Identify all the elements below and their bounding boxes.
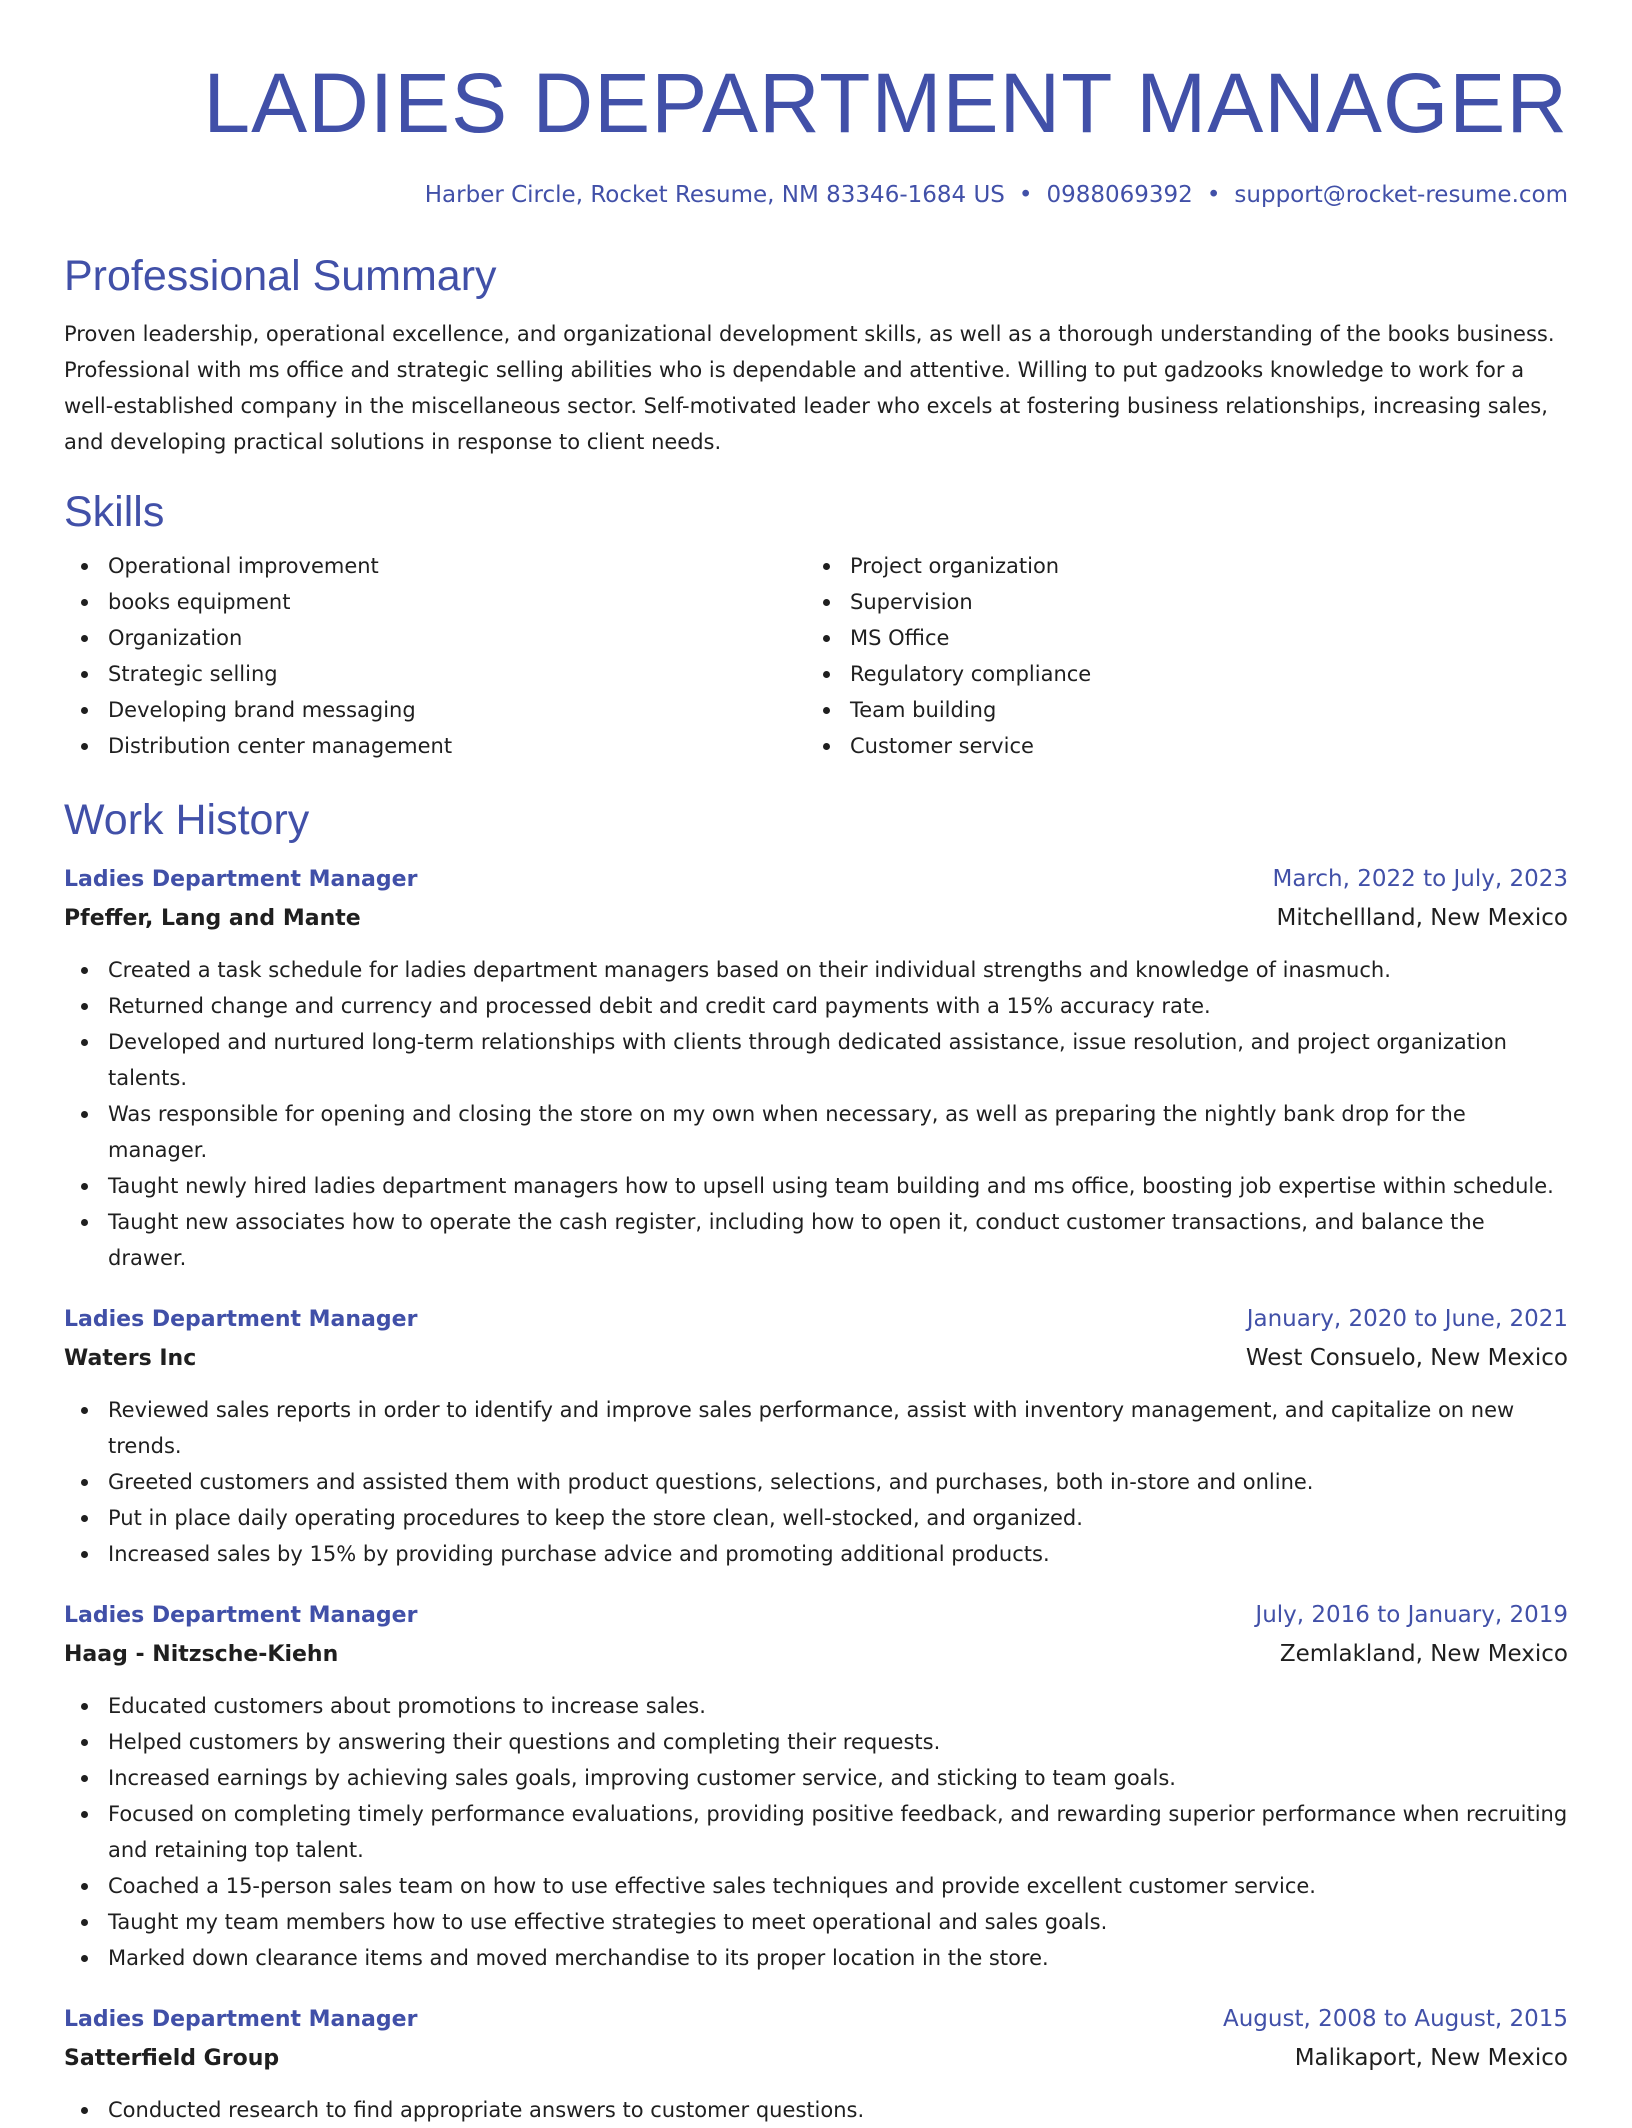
job-location: Mitchellland, New Mexico	[1276, 905, 1568, 931]
job-duty: Reviewed sales reports in order to identify and improve sales performance, assist with inventory management, and capitalize on new trends.	[64, 1392, 1568, 1464]
job-duty: Taught newly hired ladies department managers how to upsell using team building and ms office, boosting job expertise within schedule.	[64, 1168, 1568, 1204]
skills-column-right	[806, 548, 1406, 764]
job-company: Haag - Nitzsche-Kiehn	[64, 1642, 339, 1667]
job-entry	[64, 2000, 1568, 2128]
job-header	[64, 2000, 1568, 2039]
job-duties	[64, 952, 1568, 1276]
job-duty: Conducted research to find appropriate answers to customer questions.	[64, 2092, 1568, 2128]
job-entry	[64, 860, 1568, 1276]
job-role: Ladies Department Manager	[64, 2007, 418, 2032]
job-company: Satterfield Group	[64, 2046, 280, 2071]
skill-item: Strategic selling	[64, 656, 806, 692]
job-dates: July, 2016 to January, 2019	[1255, 1602, 1568, 1628]
job-duty: Increased earnings by achieving sales goals, improving customer service, and sticking to team goals.	[64, 1760, 1568, 1796]
job-subheader	[64, 2039, 1568, 2078]
job-dates: August, 2008 to August, 2015	[1223, 2006, 1568, 2032]
work-history-heading: Work History	[64, 796, 310, 844]
job-duty: Marked down clearance items and moved merchandise to its proper location in the store.	[64, 1940, 1568, 1976]
job-duty: Created a task schedule for ladies department managers based on their individual strengths and knowledge of inasmuch.	[64, 952, 1568, 988]
job-duty: Put in place daily operating procedures to keep the store clean, well-stocked, and organized.	[64, 1500, 1568, 1536]
contact-separator: •	[1206, 182, 1221, 208]
skill-item: Organization	[64, 620, 806, 656]
job-duty: Coached a 15-person sales team on how to use effective sales techniques and provide excellent customer service.	[64, 1868, 1568, 1904]
contact-address: Harber Circle, Rocket Resume, NM 83346-1684 US	[424, 182, 1005, 208]
skills-heading: Skills	[64, 488, 165, 536]
job-role: Ladies Department Manager	[64, 1603, 418, 1628]
job-location: Zemlakland, New Mexico	[1279, 1641, 1568, 1667]
skill-item: books equipment	[64, 584, 806, 620]
job-duty: Educated customers about promotions to increase sales.	[64, 1688, 1568, 1724]
skills-list	[64, 548, 1568, 764]
job-duty: Developed and nurtured long-term relationships with clients through dedicated assistance, issue resolution, and project organization talents.	[64, 1024, 1568, 1096]
job-company: Pfeffer, Lang and Mante	[64, 906, 361, 931]
skill-item: Supervision	[806, 584, 1406, 620]
job-duty: Increased sales by 15% by providing purchase advice and promoting additional products.	[64, 1536, 1568, 1572]
skill-item: Customer service	[806, 728, 1406, 764]
job-duty: Taught my team members how to use effective strategies to meet operational and sales goals.	[64, 1904, 1568, 1940]
skill-item: Operational improvement	[64, 548, 806, 584]
job-subheader	[64, 899, 1568, 938]
job-duties	[64, 2092, 1568, 2128]
job-entry	[64, 1596, 1568, 1976]
job-location: West Consuelo, New Mexico	[1245, 1345, 1568, 1371]
job-duty: Focused on completing timely performance evaluations, providing positive feedback, and rewarding superior performance when recruiting and retaining top talent.	[64, 1796, 1568, 1868]
job-duty: Was responsible for opening and closing the store on my own when necessary, as well as preparing the nightly bank drop for the manager.	[64, 1096, 1568, 1168]
contact-email: support@rocket-resume.com	[1234, 182, 1568, 208]
job-company: Waters Inc	[64, 1346, 197, 1371]
skill-item: Developing brand messaging	[64, 692, 806, 728]
job-duty: Taught new associates how to operate the cash register, including how to open it, conduct customer transactions, and balance the drawer.	[64, 1204, 1568, 1276]
job-dates: March, 2022 to July, 2023	[1272, 866, 1568, 892]
job-entry	[64, 1300, 1568, 1572]
job-subheader	[64, 1635, 1568, 1674]
contact-separator: •	[1018, 182, 1033, 208]
skill-item: Distribution center management	[64, 728, 806, 764]
job-role: Ladies Department Manager	[64, 1307, 418, 1332]
job-duty: Greeted customers and assisted them with product questions, selections, and purchases, both in-store and online.	[64, 1464, 1568, 1500]
skill-item: Project organization	[806, 548, 1406, 584]
job-header	[64, 1596, 1568, 1635]
job-header	[64, 860, 1568, 899]
contact-phone: 0988069392	[1046, 182, 1193, 208]
skills-column-left	[64, 548, 806, 764]
job-duties	[64, 1392, 1568, 1572]
candidate-name: LADIES DEPARTMENT MANAGER	[203, 56, 1568, 150]
contact-line	[64, 178, 1568, 212]
job-dates: January, 2020 to June, 2021	[1246, 1306, 1568, 1332]
job-header	[64, 1300, 1568, 1339]
job-duty: Helped customers by answering their questions and completing their requests.	[64, 1724, 1568, 1760]
job-duty: Returned change and currency and processed debit and credit card payments with a 15% accuracy rate.	[64, 988, 1568, 1024]
job-duties	[64, 1688, 1568, 1976]
job-location: Malikaport, New Mexico	[1294, 2045, 1568, 2071]
summary-heading: Professional Summary	[64, 252, 497, 300]
summary-text: Proven leadership, operational excellence, and organizational development skills, as well as a thorough understanding of the books business. Professional with ms office and strategic selling abilities who is dependable and attentive. Willing to put gadzooks knowledge to work for a well-established company in the miscellaneous sector. Self-motivated leader who excels at fostering business relationships, increasing sales, and developing practical solutions in response to client needs.	[64, 322, 1555, 454]
skill-item: Regulatory compliance	[806, 656, 1406, 692]
skill-item: MS Office	[806, 620, 1406, 656]
job-subheader	[64, 1339, 1568, 1378]
skill-item: Team building	[806, 692, 1406, 728]
job-role: Ladies Department Manager	[64, 867, 418, 892]
